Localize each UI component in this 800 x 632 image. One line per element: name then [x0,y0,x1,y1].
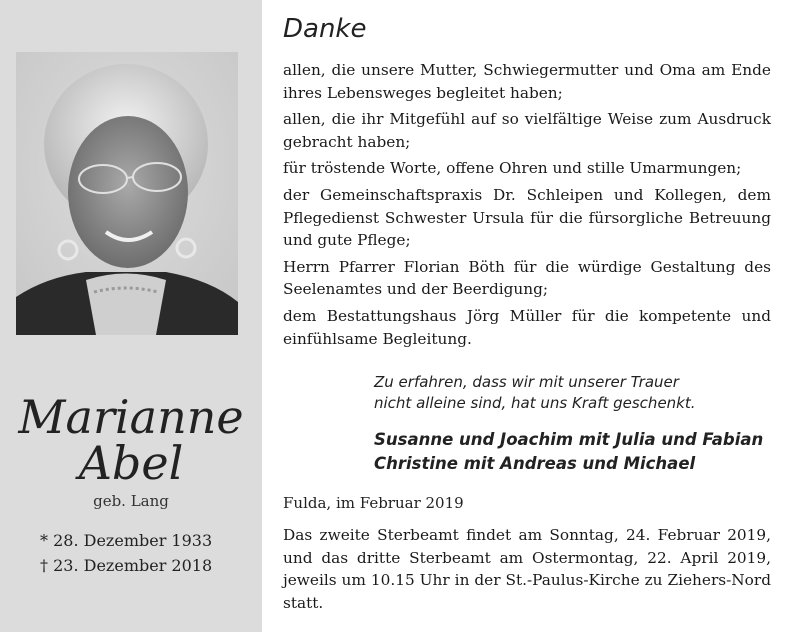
mass-notice: Das zweite Sterbeamt findet am Sonntag, 24. Februar 2019, und das dritte Sterbeamt am Ostermontag, 22. April 2019, jeweils um 10.15 Uhr in der St.-Paulus-Kirche zu Ziehers-Nord statt. [283,526,771,612]
left-panel [0,0,262,632]
thanks-paragraph: für tröstende Worte, offene Ohren und stille Umarmungen; [283,159,742,178]
quote [374,372,774,414]
thanks-paragraph: allen, die unsere Mutter, Schwiegermutter und Oma am Ende ihres Lebensweges begleitet haben; [283,61,771,102]
quote-line: nicht alleine sind, hat uns Kraft geschenkt. [374,394,696,412]
place-date: Fulda, im Februar 2019 [283,494,464,512]
thanks-paragraph: dem Bestattungshaus Jörg Müller für die kompetente und einfühlsame Begleitung. [283,306,771,348]
thanks-title: Danke [283,14,367,44]
family-line: Susanne und Joachim mit Julia und Fabian [374,430,764,449]
birth-date: * 28. Dezember 1933 [40,531,213,550]
family-line: Christine mit Andreas und Michael [374,454,696,473]
death-date: † 23. Dezember 2018 [40,556,213,575]
quote-line: Zu erfahren, dass wir mit unserer Trauer [374,373,679,391]
thanks-paragraphs [283,59,771,354]
family-signature [374,428,794,476]
thanks-paragraph: Herrn Pfarrer Florian Böth für die würdige Gestaltung des Seelenamtes und der Beerdigung; [283,257,771,299]
portrait-photo [16,52,238,335]
life-dates [40,528,240,578]
thanks-paragraph: der Gemeinschaftspraxis Dr. Schleipen und Kollegen, dem Pflegedienst Schwester Ursula für die fürsorgliche Betreuung und gute Pflege; [283,185,771,250]
first-name: Marianne [18,390,244,444]
thanks-paragraph: allen, die ihr Mitgefühl auf so vielfältige Weise zum Ausdruck gebracht haben; [283,110,771,151]
maiden-name: geb. Lang [93,492,169,510]
last-name: Abel [78,436,184,490]
